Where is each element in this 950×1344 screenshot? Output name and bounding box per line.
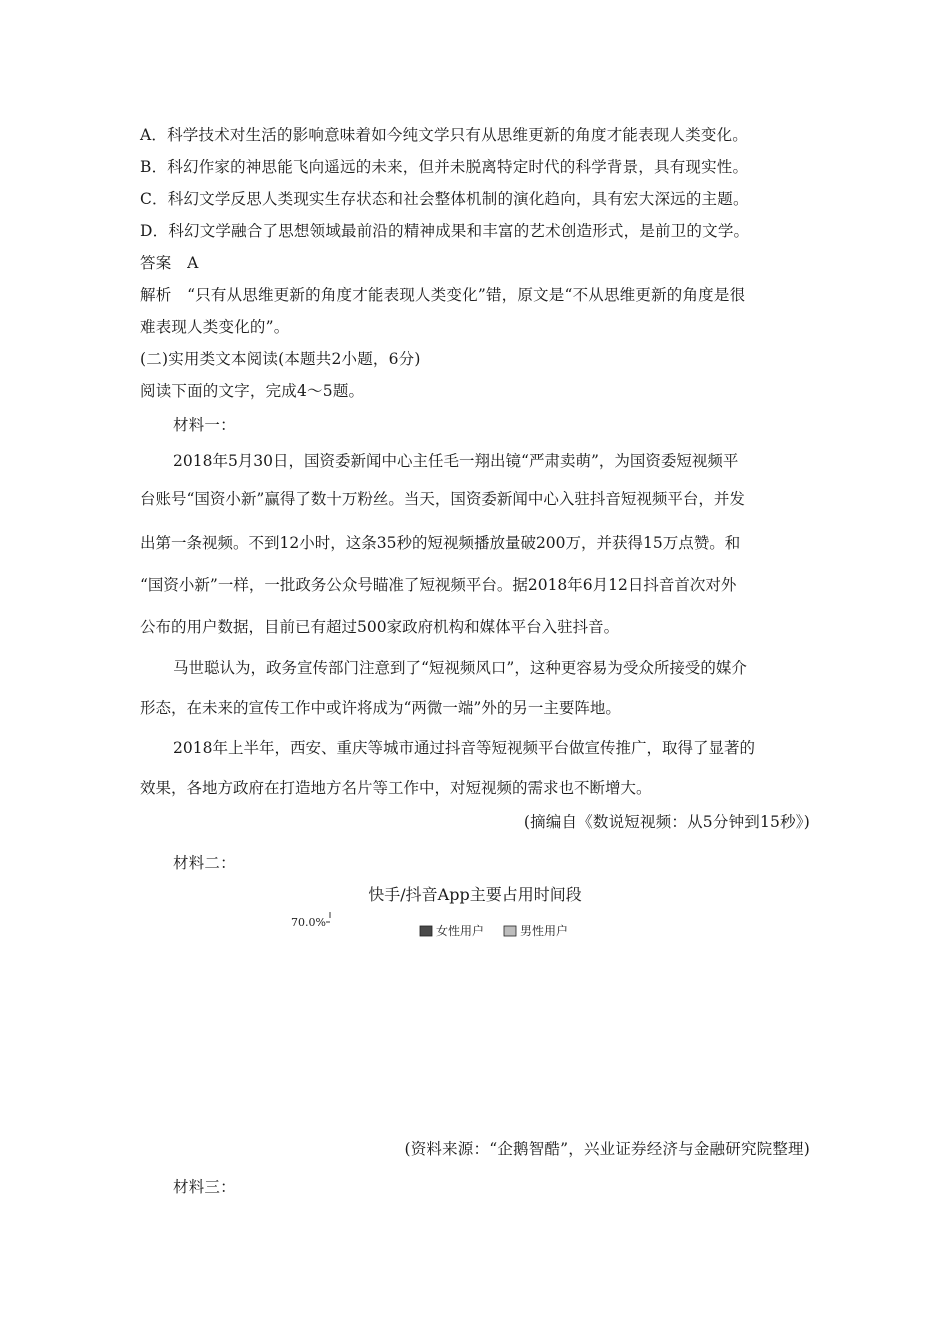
paragraph-2-line-1: 马世聪认为，政务宣传部门注意到了“短视频风口”，这种更容易为受众所接受的媒介 (173, 659, 747, 677)
paragraph-1-line-3: 出第一条视频。不到12小时，这条35秒的短视频播放量破200万，并获得15万点赞。和 (140, 534, 741, 552)
material-3-label: 材料三： (173, 1178, 236, 1196)
paragraph-1-line-5: 公布的用户数据，目前已有超过500家政府机构和媒体平台入驻抖音。 (140, 618, 620, 636)
bar-chart (0, 912, 950, 1142)
paragraph-2-line-2: 形态，在未来的宣传工作中或许将成为“两微一端”外的另一主要阵地。 (140, 699, 621, 717)
legend-swatch (420, 926, 432, 936)
option-a: A．科学技术对生活的影响意味着如今纯文学只有从思维更新的角度才能表现人类变化。 (140, 126, 748, 144)
analysis-line-1: 解析 “只有从思维更新的角度才能表现人类变化”错，原文是“不从思维更新的角度是很 (140, 286, 746, 304)
y-tick-label (291, 912, 326, 913)
legend-swatch (504, 926, 516, 936)
paragraph-1-line-4: “国资小新”一样，一批政务公众号瞄准了短视频平台。据2018年6月12日抖音首次对外 (140, 576, 737, 594)
instruction: 阅读下面的文字，完成4～5题。 (140, 382, 365, 400)
paragraph-3-line-1: 2018年上半年，西安、重庆等城市通过抖音等短视频平台做宣传推广，取得了显著的 (173, 739, 755, 757)
legend-label: 女性用户 (436, 924, 485, 938)
option-b: B．科幻作家的神思能飞向遥远的未来，但并未脱离特定时代的科学背景，具有现实性。 (140, 158, 749, 176)
material-1-label: 材料一： (173, 416, 236, 434)
answer: 答案 A (140, 254, 199, 272)
paragraph-1-line-2: 台账号“国资小新”赢得了数十万粉丝。当天，国资委新闻中心入驻抖音短视频平台，并发 (140, 490, 745, 508)
paragraph-3-line-2: 效果，各地方政府在打造地方名片等工作中，对短视频的需求也不断增大。 (140, 779, 652, 797)
data-label (328, 912, 364, 913)
legend-label: 男性用户 (520, 924, 569, 938)
section-title: (二)实用类文本阅读(本题共2小题，6分) (140, 350, 421, 368)
source-1: (摘编自《数说短视频：从5分钟到15秒》) (523, 813, 810, 831)
material-2-label: 材料二： (173, 854, 236, 872)
analysis-line-2: 难表现人类变化的”。 (140, 318, 290, 336)
paragraph-1-line-1: 2018年5月30日，国资委新闻中心主任毛一翔出镜“严肃卖萌”，为国资委短视频平 (173, 452, 739, 470)
source-2: (资料来源：“企鹅智酷”，兴业证券经济与金融研究院整理) (404, 1140, 810, 1158)
option-c: C．科幻文学反思人类现实生存状态和社会整体机制的演化趋向，具有宏大深远的主题。 (140, 190, 749, 208)
chart-title: 快手/抖音App主要占用时间段 (368, 885, 582, 904)
y-tick-label: 70.0% (291, 916, 326, 929)
option-d: D．科幻文学融合了思想领域最前沿的精神成果和丰富的艺术创造形式，是前卫的文学。 (140, 222, 750, 240)
